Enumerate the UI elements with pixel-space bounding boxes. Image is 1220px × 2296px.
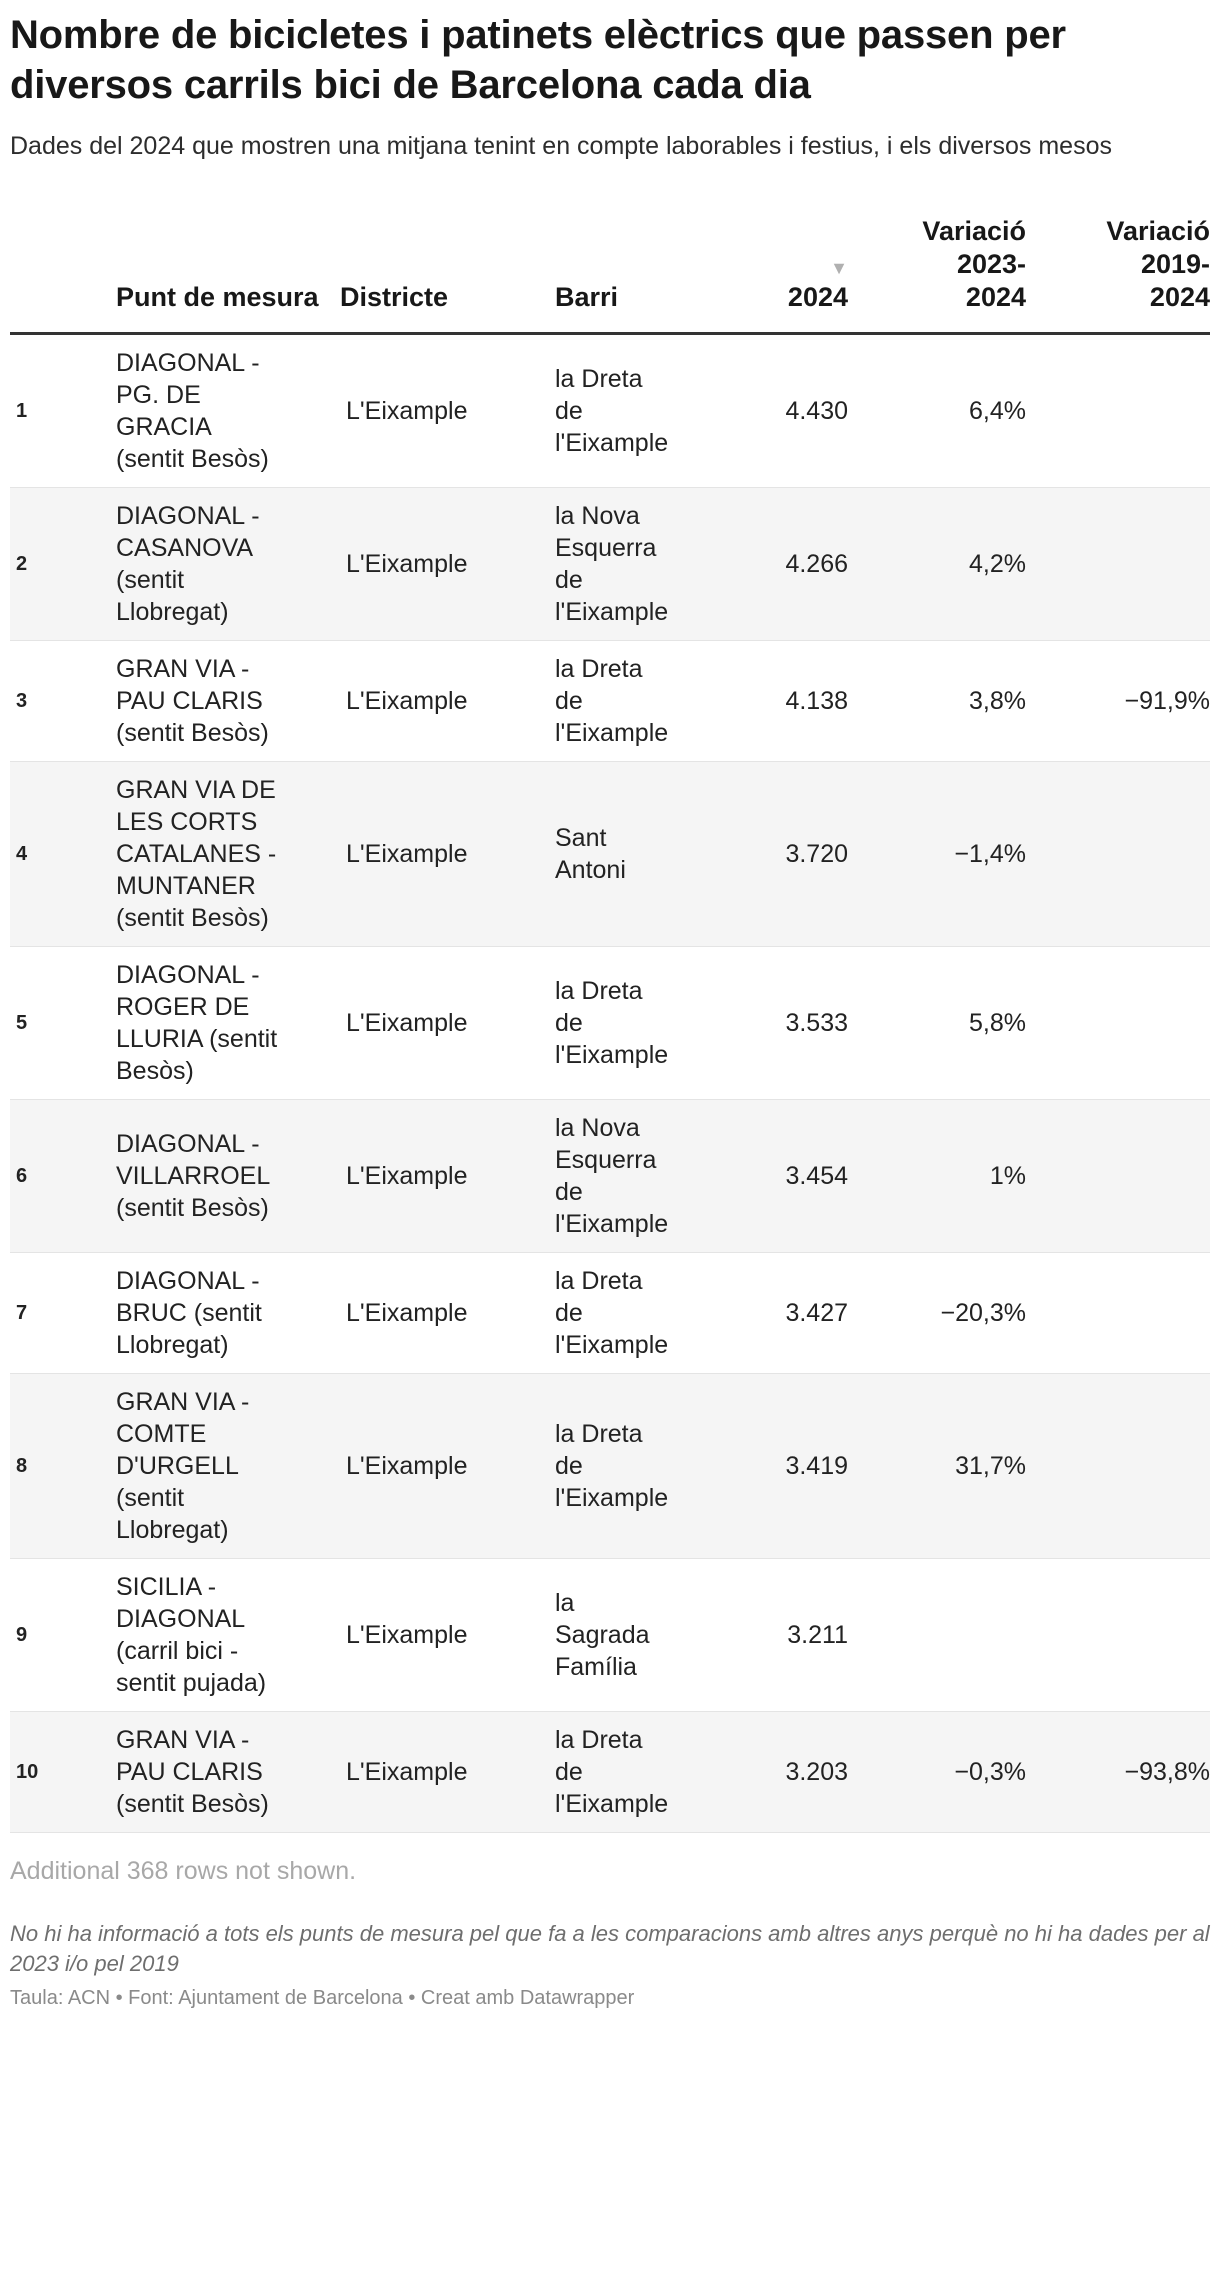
cell-rank: 10 — [16, 1761, 39, 1783]
chart-title: Nombre de bicicletes i patinets elèctrics que passen per diversos carrils bici de Barcelona cada dia — [10, 13, 1066, 107]
cell-2024: 3.203 — [785, 1758, 848, 1786]
cell-barri: la Dreta de l'Eixample — [555, 365, 669, 457]
cell-barri: la Dreta de l'Eixample — [555, 1726, 669, 1818]
col-header-var-2023-2024[interactable] — [848, 215, 1026, 334]
col-header-2024-label: 2024 — [787, 282, 848, 312]
table-row — [10, 1100, 1210, 1253]
cell-rank: 6 — [16, 1165, 28, 1187]
cell-rank: 5 — [16, 1012, 28, 1034]
cell-barri: Sant Antoni — [555, 824, 626, 884]
table-row — [10, 641, 1210, 762]
data-table — [10, 215, 1210, 1833]
cell-variacio-2019-2024 — [1026, 1100, 1210, 1253]
cell-punt-de-mesura: DIAGONAL - ROGER DE LLURIA (sentit Besòs) — [116, 961, 278, 1085]
cell-2024: 3.720 — [785, 840, 848, 868]
cell-variacio-2023-2024: −20,3% — [940, 1299, 1026, 1327]
rows-not-shown-note: Additional 368 rows not shown. — [10, 1857, 357, 1885]
cell-barri: la Dreta de l'Eixample — [555, 977, 669, 1069]
cell-districte: L'Eixample — [346, 1009, 468, 1037]
cell-variacio-2019-2024 — [1026, 1374, 1210, 1559]
cell-barri: la Dreta de l'Eixample — [555, 655, 669, 747]
cell-variacio-2023-2024: −0,3% — [954, 1758, 1026, 1786]
cell-punt-de-mesura: GRAN VIA - PAU CLARIS (sentit Besòs) — [116, 655, 269, 747]
col-header-districte[interactable]: Districte — [340, 282, 449, 312]
cell-variacio-2019-2024: −93,8% — [1124, 1758, 1210, 1786]
footnote: No hi ha informació a tots els punts de mesura pel que fa a les comparacions amb altres anys perquè no hi ha dades per al 2023 i/o pel 2019 — [10, 1921, 1210, 1976]
cell-variacio-2023-2024: 1% — [989, 1162, 1026, 1190]
table-row — [10, 1712, 1210, 1833]
cell-districte: L'Eixample — [346, 1621, 468, 1649]
cell-punt-de-mesura: DIAGONAL - PG. DE GRACIA (sentit Besòs) — [116, 349, 269, 473]
cell-variacio-2023-2024: 3,8% — [969, 687, 1026, 715]
cell-variacio-2019-2024 — [1026, 1253, 1210, 1374]
cell-2024: 4.430 — [785, 397, 848, 425]
col-header-var-2019-2024-label: Variació 2019-2024 — [1106, 216, 1210, 312]
cell-barri: la Dreta de l'Eixample — [555, 1420, 669, 1512]
table-row — [10, 762, 1210, 947]
cell-punt-de-mesura: DIAGONAL - VILLARROEL (sentit Besòs) — [116, 1130, 270, 1222]
cell-districte: L'Eixample — [346, 840, 468, 868]
cell-punt-de-mesura: DIAGONAL - BRUC (sentit Llobregat) — [116, 1267, 262, 1359]
cell-barri: la Dreta de l'Eixample — [555, 1267, 669, 1359]
cell-2024: 3.533 — [785, 1009, 848, 1037]
cell-punt-de-mesura: GRAN VIA - PAU CLARIS (sentit Besòs) — [116, 1726, 269, 1818]
table-header-row — [10, 215, 1210, 334]
cell-punt-de-mesura: SICILIA - DIAGONAL (carril bici - sentit pujada) — [116, 1573, 267, 1697]
cell-variacio-2019-2024 — [1026, 488, 1210, 641]
cell-rank: 8 — [16, 1455, 28, 1477]
sort-desc-icon: ▼ — [830, 258, 848, 278]
cell-rank: 4 — [16, 843, 28, 865]
cell-districte: L'Eixample — [346, 550, 468, 578]
cell-variacio-2023-2024: 31,7% — [955, 1452, 1026, 1480]
cell-districte: L'Eixample — [346, 687, 468, 715]
cell-rank: 1 — [16, 400, 28, 422]
col-header-var-2023-2024-label: Variació 2023-2024 — [922, 216, 1026, 312]
cell-variacio-2023-2024: 6,4% — [969, 397, 1026, 425]
cell-2024: 3.211 — [787, 1621, 848, 1649]
table-row — [10, 334, 1210, 488]
table-row — [10, 947, 1210, 1100]
cell-variacio-2019-2024 — [1026, 947, 1210, 1100]
cell-2024: 4.138 — [785, 687, 848, 715]
cell-2024: 4.266 — [785, 550, 848, 578]
table-row — [10, 1374, 1210, 1559]
cell-barri: la Nova Esquerra de l'Eixample — [555, 502, 669, 626]
cell-punt-de-mesura: DIAGONAL - CASANOVA (sentit Llobregat) — [116, 502, 260, 626]
table-row — [10, 488, 1210, 641]
table-row — [10, 1253, 1210, 1374]
cell-districte: L'Eixample — [346, 1758, 468, 1786]
cell-districte: L'Eixample — [346, 1452, 468, 1480]
cell-variacio-2019-2024 — [1026, 1559, 1210, 1712]
cell-variacio-2023-2024: 4,2% — [969, 550, 1026, 578]
cell-rank: 9 — [16, 1624, 28, 1646]
cell-variacio-2019-2024: −91,9% — [1124, 687, 1210, 715]
cell-punt-de-mesura: GRAN VIA DE LES CORTS CATALANES - MUNTANER (sentit Besòs) — [116, 776, 277, 932]
col-header-barri[interactable]: Barri — [555, 282, 619, 312]
cell-2024: 3.427 — [785, 1299, 848, 1327]
credits: Taula: ACN • Font: Ajuntament de Barcelona • Creat amb Datawrapper — [10, 1987, 635, 2009]
cell-rank: 7 — [16, 1302, 28, 1324]
cell-punt-de-mesura: GRAN VIA - COMTE D'URGELL (sentit Llobregat) — [116, 1388, 250, 1544]
cell-barri: la Sagrada Família — [555, 1589, 650, 1681]
cell-districte: L'Eixample — [346, 1162, 468, 1190]
col-header-rank — [10, 215, 116, 334]
cell-variacio-2023-2024: 5,8% — [969, 1009, 1026, 1037]
cell-districte: L'Eixample — [346, 1299, 468, 1327]
cell-barri: la Nova Esquerra de l'Eixample — [555, 1114, 669, 1238]
cell-variacio-2019-2024 — [1026, 334, 1210, 488]
cell-rank: 3 — [16, 690, 28, 712]
chart-container — [10, 0, 1210, 2011]
chart-subtitle: Dades del 2024 que mostren una mitjana tenint en compte laborables i festius, i els diversos mesos — [10, 132, 1112, 160]
cell-districte: L'Eixample — [346, 397, 468, 425]
col-header-var-2019-2024[interactable] — [1026, 215, 1210, 334]
col-header-punt[interactable]: Punt de mesura — [116, 282, 319, 312]
cell-variacio-2023-2024: −1,4% — [954, 840, 1026, 868]
table-body — [10, 334, 1210, 1833]
table-row — [10, 1559, 1210, 1712]
cell-rank: 2 — [16, 553, 28, 575]
col-header-2024[interactable] — [715, 215, 848, 334]
cell-variacio-2019-2024 — [1026, 762, 1210, 947]
cell-variacio-2023-2024 — [848, 1559, 1026, 1712]
cell-2024: 3.454 — [785, 1162, 848, 1190]
cell-2024: 3.419 — [785, 1452, 848, 1480]
